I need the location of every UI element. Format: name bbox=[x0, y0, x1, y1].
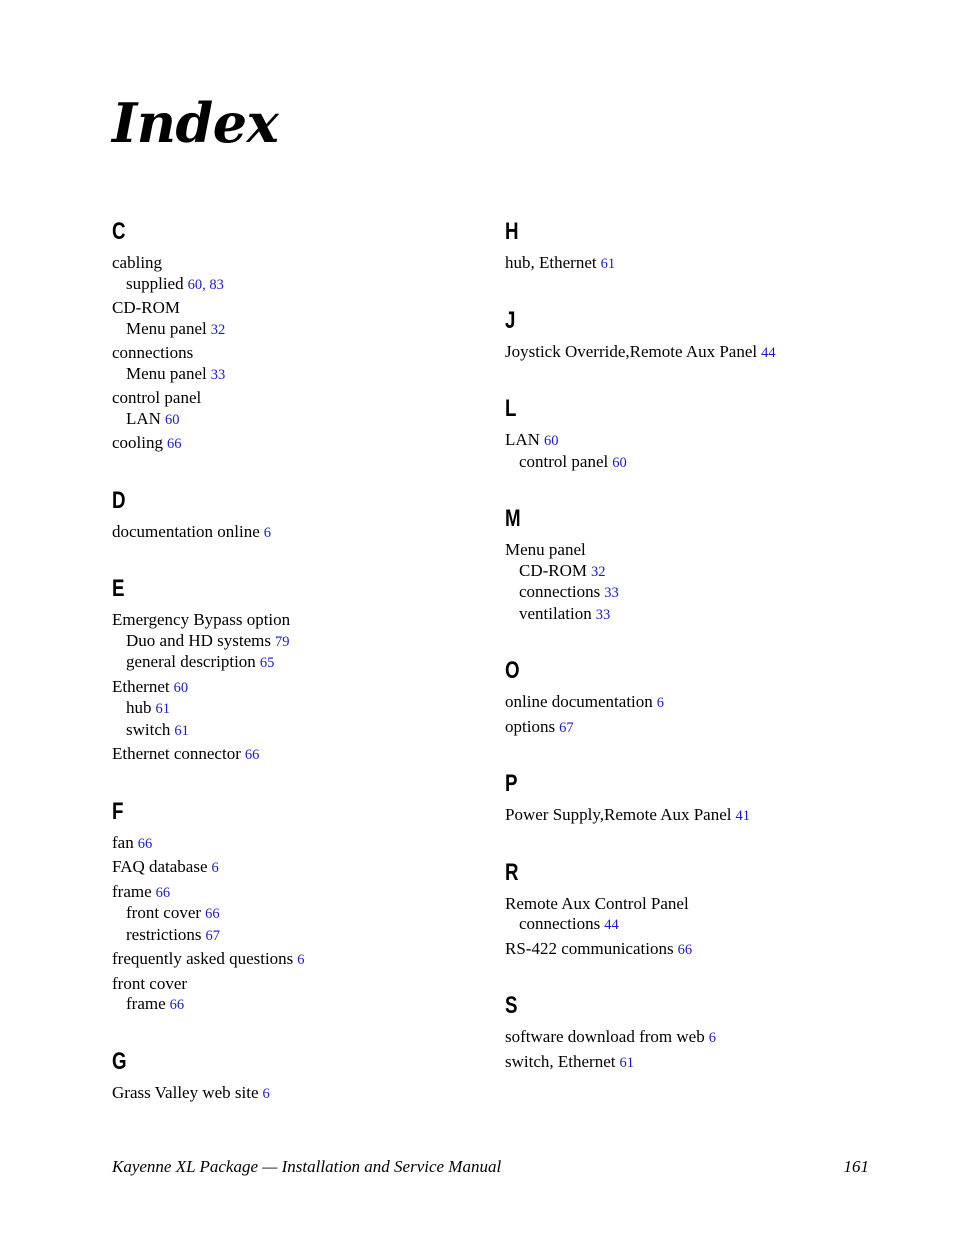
index-entry bbox=[505, 805, 885, 827]
index-entry bbox=[112, 610, 492, 631]
index-entry bbox=[112, 974, 492, 995]
page-link[interactable]: 66 bbox=[244, 747, 260, 763]
entry-term: frame bbox=[126, 994, 166, 1013]
index-subentry bbox=[505, 582, 885, 604]
page-link[interactable]: 60 bbox=[173, 679, 189, 696]
index-entry bbox=[505, 1052, 885, 1074]
entry-term: Remote Aux Control Panel bbox=[505, 893, 689, 913]
entry-term: CD-ROM bbox=[112, 298, 181, 317]
entry-term: options bbox=[505, 716, 556, 736]
page-link[interactable]: 66 bbox=[137, 835, 153, 852]
entry-term: Grass Valley web site bbox=[112, 1082, 259, 1102]
page-separator: , bbox=[202, 276, 210, 293]
entry-term: front cover bbox=[126, 903, 202, 922]
footer-page-number: 161 bbox=[843, 1157, 869, 1176]
index-entry bbox=[505, 430, 885, 452]
index-subentry bbox=[112, 903, 492, 925]
index-entry bbox=[505, 253, 885, 275]
page-link[interactable]: 66 bbox=[155, 884, 171, 901]
page-link[interactable]: 44 bbox=[604, 917, 619, 933]
entry-term: online documentation bbox=[505, 692, 653, 711]
page-link[interactable]: 67 bbox=[559, 719, 574, 736]
page-link[interactable]: 44 bbox=[761, 344, 776, 361]
page-link[interactable]: 65 bbox=[259, 655, 275, 671]
entry-term: ventilation bbox=[519, 603, 592, 623]
index-entry bbox=[112, 833, 492, 855]
entry-term: LAN bbox=[505, 430, 540, 449]
page-link[interactable]: 33 bbox=[595, 606, 611, 623]
index-entry bbox=[505, 717, 885, 739]
entry-term: Power Supply,Remote Aux Panel bbox=[505, 805, 732, 824]
index-subentry bbox=[112, 631, 492, 653]
entry-term: Joystick Override,Remote Aux Panel bbox=[505, 341, 758, 361]
entry-term: hub, Ethernet bbox=[505, 253, 597, 272]
index-section-r bbox=[505, 857, 885, 961]
entry-term: switch bbox=[126, 719, 171, 739]
section-letter: O bbox=[505, 657, 520, 684]
section-letter: C bbox=[112, 218, 126, 245]
index-entry bbox=[112, 343, 492, 364]
entry-term: hub bbox=[126, 698, 152, 717]
index-entry bbox=[112, 298, 492, 319]
page-link[interactable]: 60 bbox=[543, 433, 559, 449]
entry-term: Emergency Bypass option bbox=[112, 610, 291, 629]
index-entry bbox=[112, 388, 492, 409]
index-subentry bbox=[112, 319, 492, 341]
page-link[interactable]: 41 bbox=[735, 808, 750, 824]
page-link[interactable]: 66 bbox=[677, 941, 693, 958]
page-title: Index bbox=[112, 91, 279, 155]
index-subentry bbox=[112, 364, 492, 386]
entry-term: restrictions bbox=[126, 924, 202, 944]
page-link[interactable]: 6 bbox=[211, 860, 219, 876]
index-section-o bbox=[505, 655, 885, 738]
entry-term: FAQ database bbox=[112, 857, 208, 876]
index-section-j bbox=[505, 305, 885, 364]
page-link[interactable]: 66 bbox=[205, 906, 220, 922]
page-link[interactable]: 33 bbox=[604, 585, 619, 601]
entry-term: connections bbox=[519, 914, 601, 933]
page-link[interactable]: 6 bbox=[262, 1085, 270, 1102]
page-link[interactable]: 60 bbox=[612, 454, 627, 471]
page-link[interactable]: 33 bbox=[210, 366, 226, 383]
page-link[interactable]: 67 bbox=[205, 927, 221, 944]
entry-term: cabling bbox=[112, 253, 163, 272]
index-entry bbox=[112, 744, 492, 766]
page-link[interactable]: 61 bbox=[174, 722, 189, 739]
index-entry bbox=[505, 692, 885, 714]
entry-term: Ethernet bbox=[112, 676, 170, 696]
entry-term: Ethernet connector bbox=[112, 744, 241, 763]
index-section-g bbox=[112, 1046, 492, 1105]
index-section-h bbox=[505, 216, 885, 275]
index-entry bbox=[112, 857, 492, 879]
index-entry bbox=[112, 522, 492, 544]
index-subentry bbox=[112, 274, 492, 296]
section-letter: L bbox=[505, 395, 517, 422]
page-link[interactable]: 83 bbox=[209, 276, 224, 293]
section-letter: R bbox=[505, 858, 519, 886]
entry-term: Duo and HD systems bbox=[126, 630, 271, 650]
section-letter: P bbox=[505, 770, 518, 797]
index-column-left bbox=[112, 216, 492, 1134]
page-link[interactable]: 32 bbox=[591, 563, 606, 580]
footer-manual-title: Kayenne XL Package — Installation and Service Manual bbox=[112, 1157, 502, 1176]
page-link[interactable]: 79 bbox=[274, 633, 290, 650]
index-entry bbox=[112, 1083, 492, 1105]
section-letter: H bbox=[505, 218, 519, 245]
page-footer bbox=[112, 1157, 869, 1177]
index-section-l bbox=[505, 393, 885, 473]
page-link[interactable]: 61 bbox=[155, 701, 170, 717]
index-subentry bbox=[112, 994, 492, 1016]
section-letter: G bbox=[112, 1047, 127, 1075]
index-column-right bbox=[505, 216, 885, 1103]
page-link[interactable]: 60 bbox=[164, 411, 180, 428]
page-link[interactable]: 61 bbox=[600, 256, 616, 272]
index-subentry bbox=[112, 698, 492, 720]
index-subentry bbox=[505, 914, 885, 936]
entry-term: software download from web bbox=[505, 1027, 705, 1046]
section-letter: J bbox=[505, 306, 516, 334]
page-link[interactable]: 6 bbox=[656, 695, 665, 711]
section-letter: M bbox=[505, 505, 521, 532]
index-subentry bbox=[112, 720, 492, 742]
index-entry bbox=[505, 1027, 885, 1049]
entry-term: Menu panel bbox=[126, 318, 207, 338]
entry-term: Menu panel bbox=[505, 540, 586, 559]
entry-term: frequently asked questions bbox=[112, 949, 294, 968]
index-subentry bbox=[112, 409, 492, 431]
index-entry bbox=[505, 894, 885, 915]
entry-term: LAN bbox=[126, 408, 161, 428]
entry-term: control panel bbox=[519, 451, 609, 471]
index-section-c bbox=[112, 216, 492, 455]
page-link[interactable]: 6 bbox=[297, 952, 305, 968]
entry-term: frame bbox=[112, 881, 152, 901]
section-letter: F bbox=[112, 797, 124, 825]
index-section-e bbox=[112, 573, 492, 766]
index-entry bbox=[112, 677, 492, 699]
section-letter: D bbox=[112, 486, 126, 514]
index-entry bbox=[112, 882, 492, 904]
entry-term: cooling bbox=[112, 433, 163, 452]
entry-term: supplied bbox=[126, 273, 184, 293]
entry-term: control panel bbox=[112, 388, 202, 407]
index-section-m bbox=[505, 503, 885, 625]
page-link[interactable]: 66 bbox=[169, 997, 185, 1013]
index-subentry bbox=[505, 604, 885, 626]
page-link[interactable]: 6 bbox=[708, 1030, 716, 1046]
entry-term: front cover bbox=[112, 973, 188, 993]
index-subentry bbox=[112, 652, 492, 674]
index-section-p bbox=[505, 768, 885, 827]
index-section-d bbox=[112, 485, 492, 544]
entry-term: RS-422 communications bbox=[505, 938, 674, 958]
index-subentry bbox=[505, 561, 885, 583]
index-entry bbox=[505, 939, 885, 961]
entry-term: connections bbox=[112, 343, 194, 362]
index-entry bbox=[112, 949, 492, 971]
page-link[interactable]: 60 bbox=[187, 276, 203, 293]
section-letter: S bbox=[505, 992, 518, 1019]
entry-term: Menu panel bbox=[126, 363, 207, 383]
index-entry bbox=[112, 253, 492, 274]
index-entry bbox=[112, 433, 492, 455]
page-link[interactable]: 32 bbox=[210, 321, 226, 338]
entry-term: CD-ROM bbox=[519, 560, 588, 580]
index-subentry bbox=[505, 452, 885, 474]
entry-term: fan bbox=[112, 832, 134, 852]
index-subentry bbox=[112, 925, 492, 947]
entry-term: general description bbox=[126, 652, 256, 671]
page-link[interactable]: 6 bbox=[263, 524, 272, 541]
page-link[interactable]: 66 bbox=[167, 436, 182, 452]
entry-term: connections bbox=[519, 582, 601, 601]
entry-term: documentation online bbox=[112, 521, 260, 541]
index-entry bbox=[505, 342, 885, 364]
page-link[interactable]: 61 bbox=[619, 1054, 634, 1071]
section-letter: E bbox=[112, 575, 125, 602]
index-entry bbox=[505, 540, 885, 561]
entry-term: switch, Ethernet bbox=[505, 1051, 616, 1071]
index-section-s bbox=[505, 990, 885, 1073]
index-section-f bbox=[112, 796, 492, 1016]
